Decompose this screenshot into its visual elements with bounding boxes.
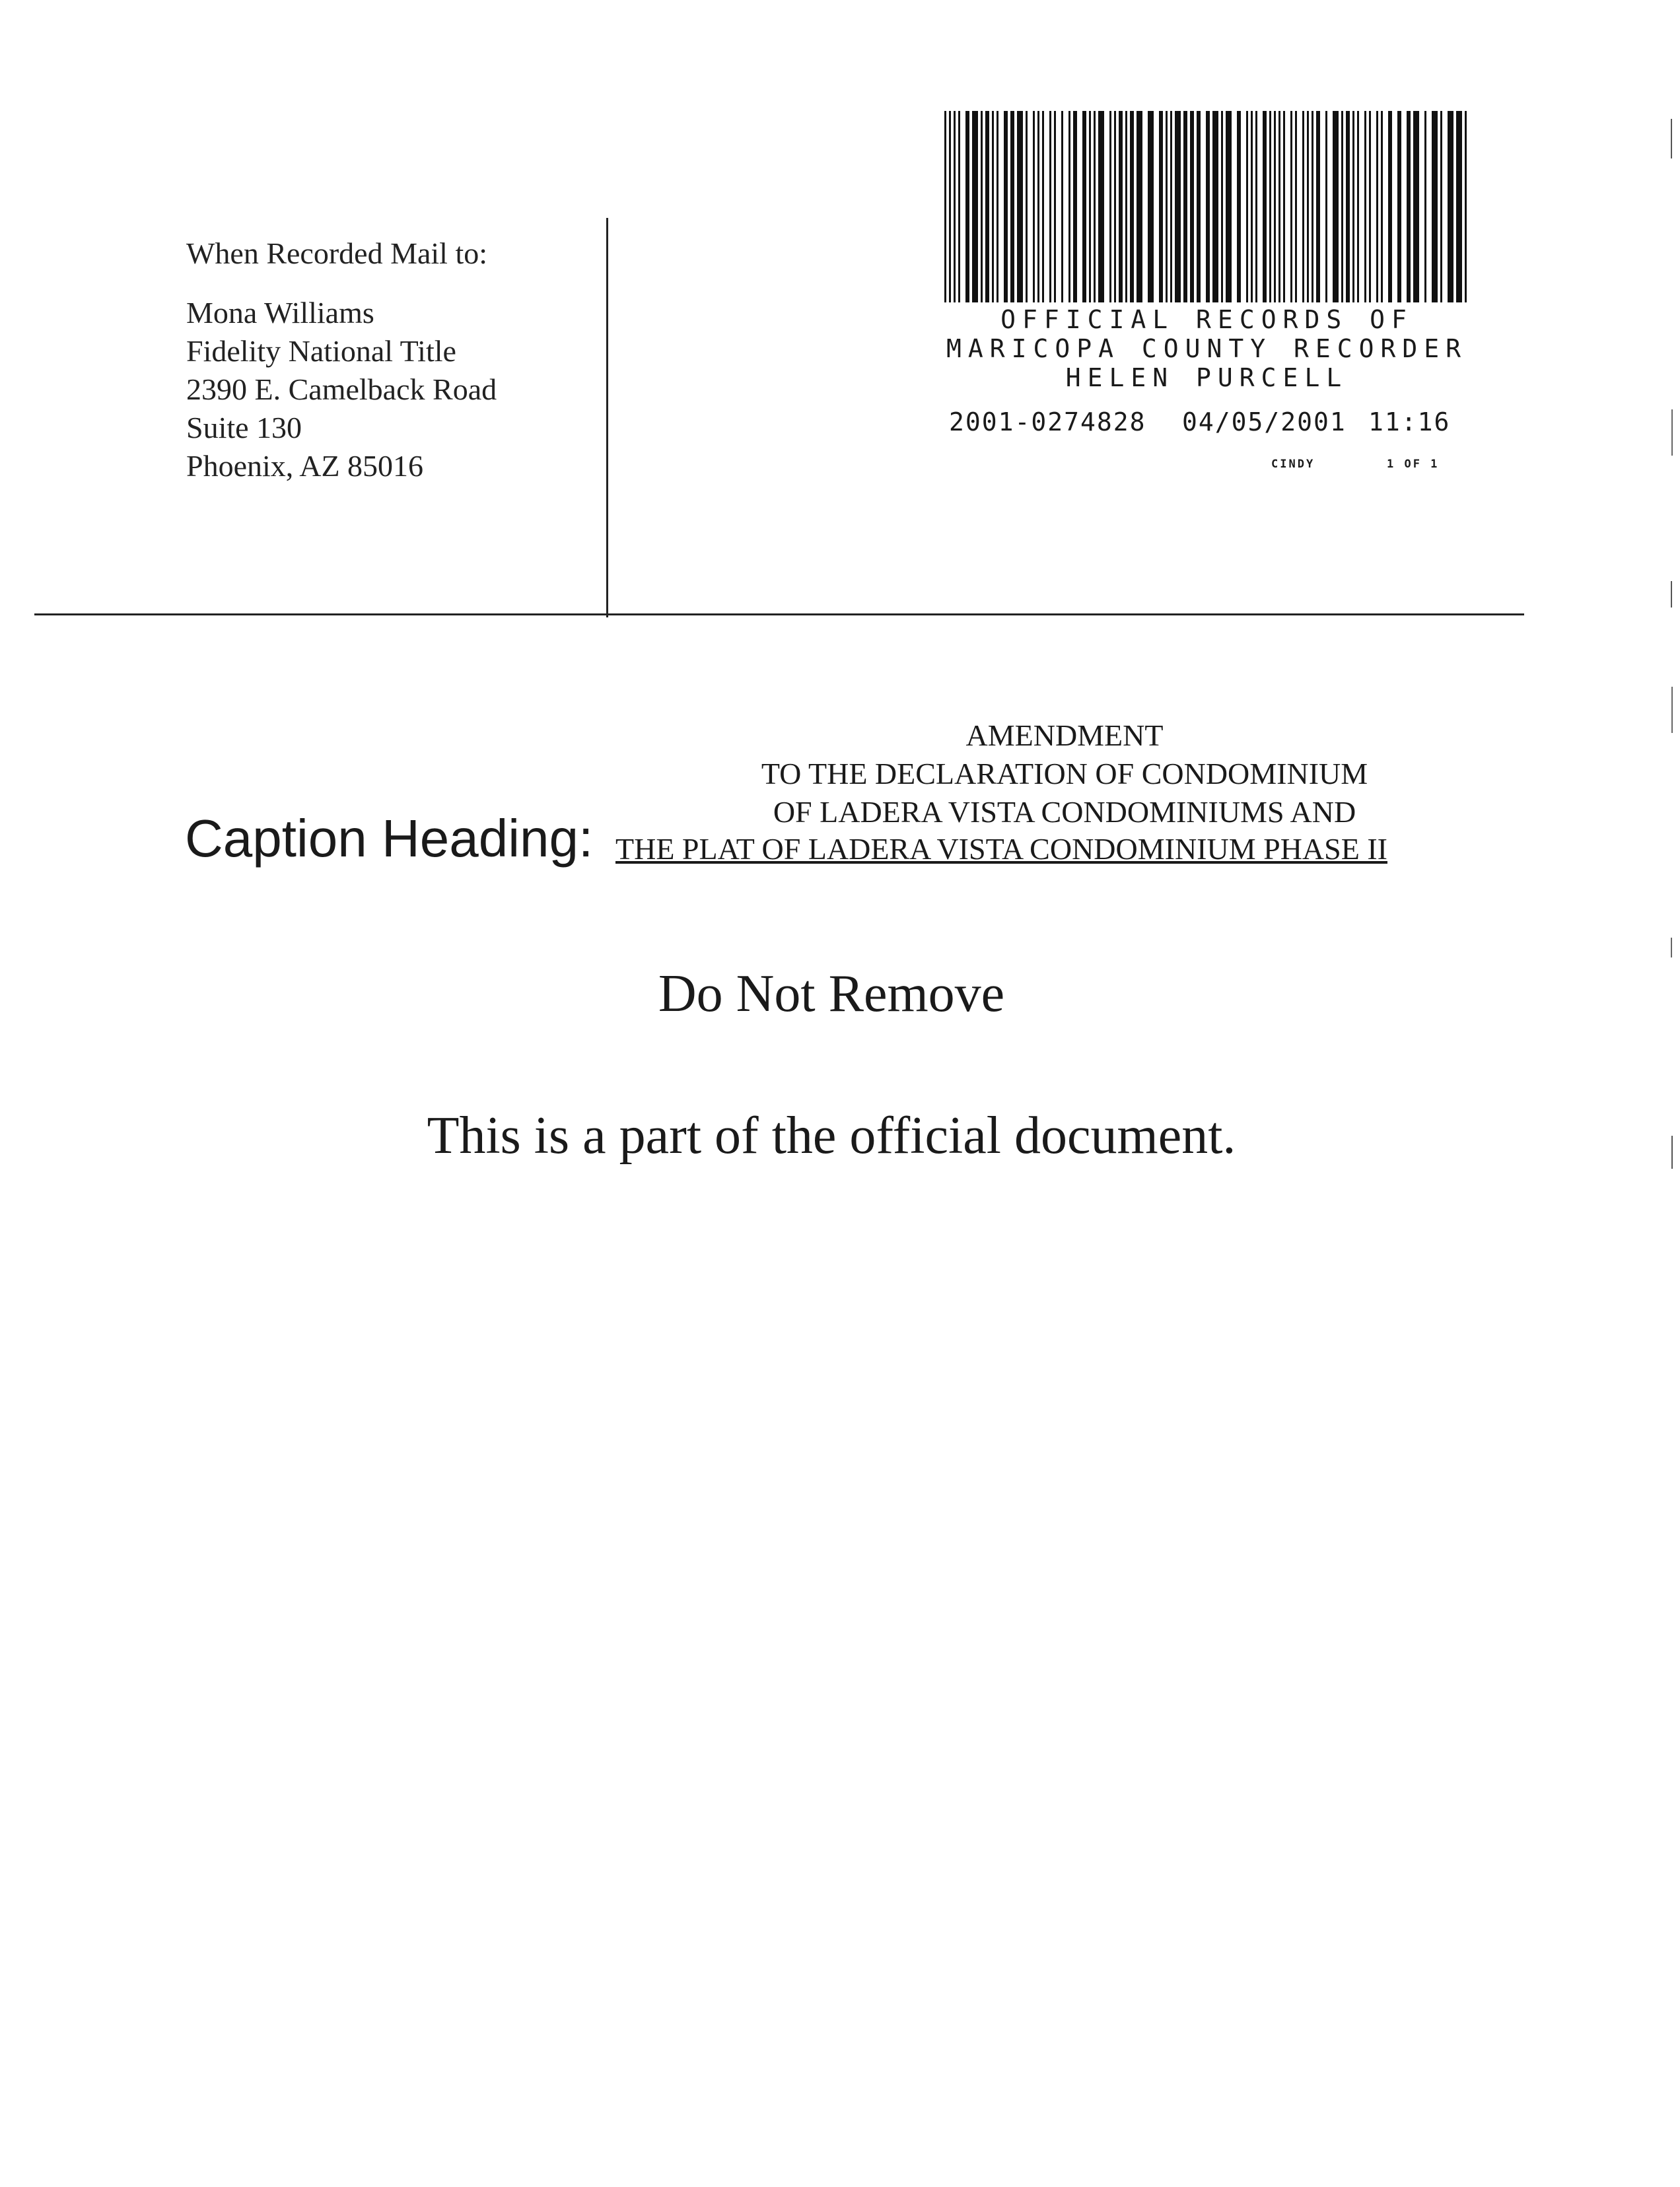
recipient-name: Mona Williams [186, 296, 374, 330]
do-not-remove-notice: Do Not Remove [658, 965, 1005, 1023]
caption-line-1: AMENDMENT [965, 718, 1164, 752]
barcode-bar [1010, 111, 1014, 302]
barcode-bar [1206, 111, 1210, 302]
barcode-bar [1341, 111, 1343, 302]
barcode-bar [1098, 111, 1104, 302]
barcode-bar [1263, 111, 1267, 302]
barcode-bar [1381, 111, 1383, 302]
barcode-bar [1312, 111, 1313, 302]
barcode-bar [1130, 111, 1134, 302]
recording-time: 11:16 [1368, 407, 1451, 436]
barcode-bar [1170, 111, 1172, 302]
barcode-bar [1049, 111, 1051, 302]
barcode-bar [1278, 111, 1280, 302]
barcode-bar [1183, 111, 1187, 302]
caption-line-3: OF LADERA VISTA CONDOMINIUMS AND [773, 795, 1356, 829]
barcode-bar [1397, 111, 1401, 302]
barcode-bar [1302, 111, 1304, 302]
barcode-bar [1026, 111, 1028, 302]
barcode-bar [1290, 111, 1292, 302]
barcode-bar [972, 111, 978, 302]
barcode-bar [1037, 111, 1039, 302]
barcode-bar [1295, 111, 1297, 302]
barcode-bar [981, 111, 983, 302]
barcode-bar [1061, 111, 1063, 302]
barcode-bar [1068, 111, 1070, 302]
barcode-bar [1352, 111, 1354, 302]
barcode-bar [1388, 111, 1392, 302]
mail-to-heading: When Recorded Mail to: [186, 236, 488, 270]
barcode-bar [1197, 111, 1201, 302]
caption-heading-label: Caption Heading: [185, 809, 594, 868]
barcode-bar [992, 111, 994, 302]
barcode-bar [1255, 111, 1257, 302]
barcode-bar [1221, 111, 1223, 302]
barcode-bar [1226, 111, 1232, 302]
caption-line-2: TO THE DECLARATION OF CONDOMINIUM [761, 757, 1368, 790]
barcode-bar [965, 111, 969, 302]
barcode-bar [1364, 111, 1366, 302]
barcode-bar [1456, 111, 1462, 302]
barcode-bar [1109, 111, 1111, 302]
document-number: 2001-0274828 [949, 407, 1146, 436]
barcode-bar [1237, 111, 1241, 302]
barcode-bar [1448, 111, 1453, 302]
barcode-bar [1325, 111, 1327, 302]
mail-to-block [186, 234, 497, 485]
barcode-bar [1175, 111, 1181, 302]
barcode-bar [1269, 111, 1271, 302]
barcode-bar [1413, 111, 1419, 302]
barcode-bar [1042, 111, 1044, 302]
barcode-bar [1119, 111, 1123, 302]
barcode-bar [1307, 111, 1309, 302]
barcode-bar [1283, 111, 1285, 302]
recipient-city-state-zip: Phoenix, AZ 85016 [186, 449, 424, 483]
barcode-bar [949, 111, 951, 302]
horizontal-divider [34, 613, 1524, 615]
barcode-bar [1465, 111, 1467, 302]
barcode-bar [1274, 111, 1276, 302]
recipient-suite: Suite 130 [186, 411, 302, 444]
barcode-bar [1376, 111, 1378, 302]
barcode-bar [1316, 111, 1320, 302]
vertical-divider [606, 218, 608, 617]
barcode-bar [1089, 111, 1091, 302]
barcode-bar [1054, 111, 1056, 302]
barcode-bar [944, 111, 946, 302]
page-count: 1 OF 1 [1387, 458, 1440, 471]
barcode-bar [1432, 111, 1438, 302]
barcode-bar [1407, 111, 1411, 302]
recording-date: 04/05/2001 [1182, 407, 1347, 436]
barcode-bar [1190, 111, 1194, 302]
scan-edge-marks [1669, 119, 1675, 1175]
barcode-bar [1094, 111, 1096, 302]
barcode-bar [1212, 111, 1218, 302]
recipient-company: Fidelity National Title [186, 334, 456, 368]
stamp-line-1: OFFICIAL RECORDS OF [1000, 305, 1413, 334]
caption-title [615, 716, 1514, 831]
official-document-notice: This is a part of the official document. [427, 1107, 1236, 1165]
barcode-bar [1114, 111, 1116, 302]
barcode-bar [1033, 111, 1035, 302]
barcode-bar [1251, 111, 1253, 302]
barcode-bar [1166, 111, 1168, 302]
barcode-bar [1082, 111, 1086, 302]
barcode [944, 111, 1469, 302]
barcode-bar [1073, 111, 1077, 302]
barcode-bar [1357, 111, 1359, 302]
barcode-bar [1004, 111, 1008, 302]
barcode-bar [1369, 111, 1371, 302]
caption-line-4: THE PLAT OF LADERA VISTA CONDOMINIUM PHASE II [615, 832, 1387, 866]
recipient-street: 2390 E. Camelback Road [186, 372, 497, 406]
barcode-bar [1137, 111, 1142, 302]
barcode-bar [1346, 111, 1350, 302]
barcode-bar [985, 111, 989, 302]
barcode-bar [1333, 111, 1339, 302]
barcode-bar [954, 111, 956, 302]
barcode-bar [1246, 111, 1248, 302]
barcode-bar [1424, 111, 1426, 302]
barcode-bar [1440, 111, 1442, 302]
clerk-name: CINDY [1271, 458, 1315, 471]
barcode-bar [1125, 111, 1127, 302]
stamp-line-2: MARICOPA COUNTY RECORDER [946, 334, 1468, 363]
barcode-bar [1159, 111, 1163, 302]
barcode-bar [1148, 111, 1154, 302]
barcode-bar [1017, 111, 1023, 302]
stamp-line-3: HELEN PURCELL [1065, 363, 1348, 392]
barcode-bar [997, 111, 998, 302]
barcode-bar [958, 111, 960, 302]
